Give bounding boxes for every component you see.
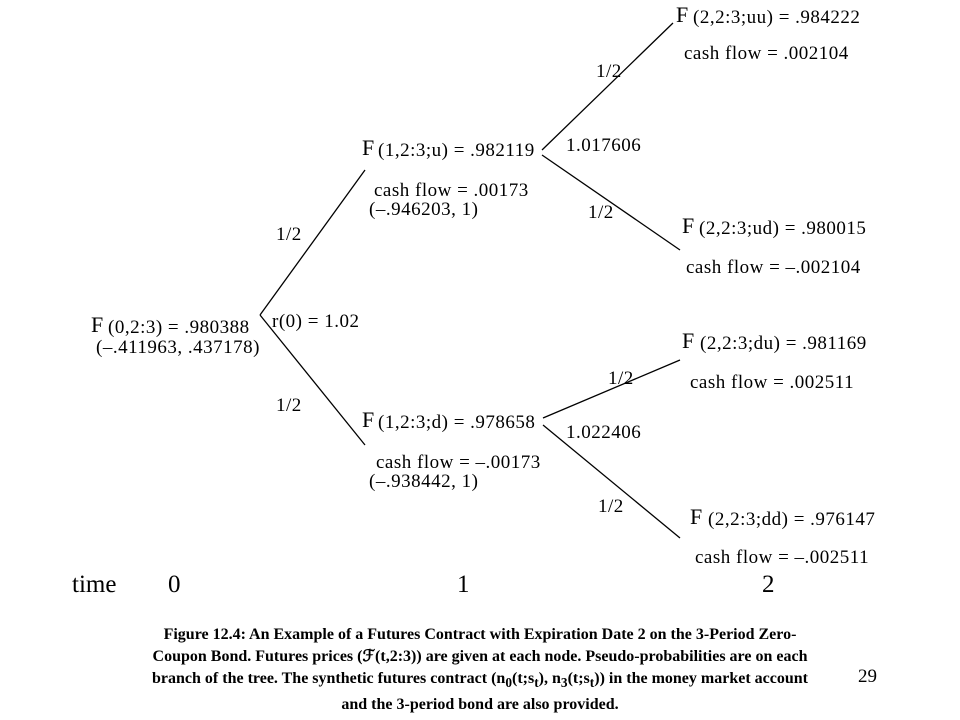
caption-line-3-a: branch of the tree. The synthetic futures contract (n — [152, 670, 506, 687]
node-0-rate: r(0) = 1.02 — [272, 311, 360, 332]
node-ud-price: (2,2:3;ud) = .980015 — [699, 218, 867, 239]
page-number: 29 — [858, 666, 877, 687]
node-dd-cash: cash flow = –.002511 — [695, 547, 870, 568]
node-d-cash: cash flow = –.00173 — [376, 452, 541, 473]
node-du-f: F — [682, 328, 695, 353]
prob-u-up: 1/2 — [596, 61, 622, 82]
caption-line-3-c: ), n — [538, 670, 561, 687]
prob-d-up: 1/2 — [608, 368, 634, 389]
node-u-price: (1,2:3;u) = .982119 — [378, 140, 535, 161]
node-d-contract: (–.938442, 1) — [369, 471, 479, 492]
caption-sub-3: 3 — [560, 675, 568, 691]
caption-line-3-d: (t;s — [567, 670, 590, 687]
caption-sub-t2: t — [589, 675, 595, 691]
node-d-rate: 1.022406 — [566, 422, 642, 443]
caption-line-1: Figure 12.4: An Example of a Futures Contract with Expiration Date 2 on the 3-Period Zero- — [163, 626, 797, 643]
node-u-contract: (–.946203, 1) — [369, 199, 479, 220]
caption-line-3-b: (t;s — [511, 670, 535, 687]
node-d-f: F — [362, 407, 375, 432]
branch-0-down — [260, 315, 365, 445]
figure-caption — [60, 624, 900, 716]
node-ud-f: F — [682, 213, 695, 238]
time-1: 1 — [457, 571, 470, 598]
prob-0-down: 1/2 — [276, 395, 302, 416]
node-du-cash: cash flow = .002511 — [690, 372, 855, 393]
node-0-f: F — [91, 312, 104, 337]
node-u-f: F — [362, 135, 375, 160]
node-dd-price: (2,2:3;dd) = .976147 — [708, 509, 876, 530]
time-0: 0 — [168, 571, 181, 598]
node-0-contract: (–.411963, .437178) — [96, 337, 260, 358]
branch-u-up — [542, 23, 673, 150]
node-du-price: (2,2:3;du) = .981169 — [700, 333, 867, 354]
caption-line-3 — [60, 668, 900, 694]
caption-line-4: and the 3-period bond are also provided. — [341, 696, 619, 714]
caption-line-3-e: )) in the money market account — [594, 670, 808, 687]
time-label: time — [72, 571, 117, 598]
node-d-price: (1,2:3;d) = .978658 — [378, 412, 536, 433]
prob-u-down: 1/2 — [588, 202, 614, 223]
prob-0-up: 1/2 — [276, 224, 302, 245]
node-ud-cash: cash flow = –.002104 — [686, 257, 861, 278]
node-uu-f: F — [676, 2, 689, 27]
node-uu-price: (2,2:3;uu) = .984222 — [693, 7, 861, 28]
caption-line-2: Coupon Bond. Futures prices (ℱ(t,2:3)) are given at each node. Pseudo-probabilities are on each — [152, 648, 808, 665]
caption-sub-t1: t — [534, 675, 539, 691]
time-2: 2 — [762, 571, 775, 598]
node-u-rate: 1.017606 — [566, 135, 642, 156]
node-u-cash: cash flow = .00173 — [374, 180, 529, 201]
node-0-price: (0,2:3) = .980388 — [108, 317, 250, 338]
node-dd-f: F — [690, 504, 703, 529]
node-uu-cash: cash flow = .002104 — [684, 43, 849, 64]
caption-sub-0: 0 — [505, 675, 512, 691]
prob-d-down: 1/2 — [598, 496, 624, 517]
